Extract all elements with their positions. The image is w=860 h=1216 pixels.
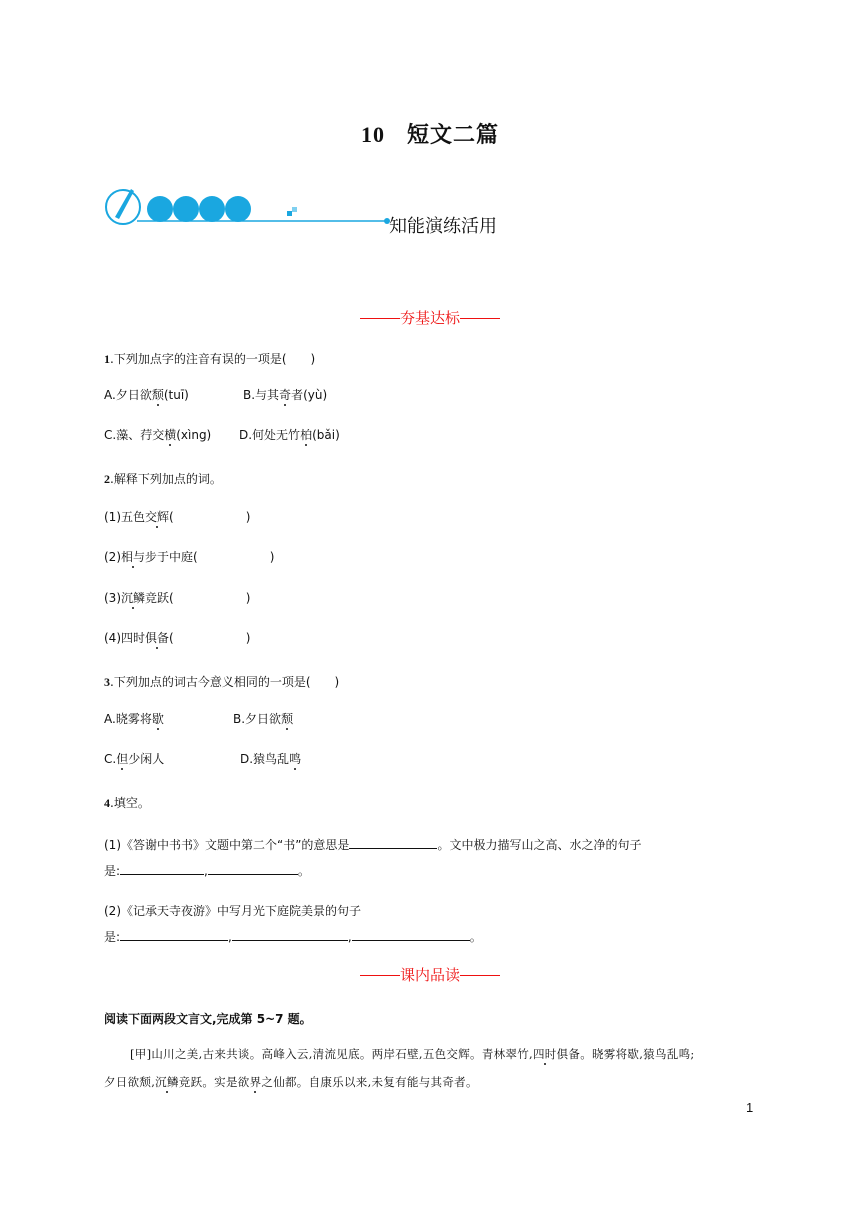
question-2-item-3: (3)沉鳞竞跃( ) xyxy=(104,591,251,605)
question-4-part-2-line-1: (2)《记承天寺夜游》中写月光下庭院美景的句子 xyxy=(104,904,361,918)
question-3-stem: 3.下列加点的词古今意义相同的一项是( ) xyxy=(104,675,340,689)
page-number: 1 xyxy=(746,1100,754,1115)
banner-dot-2 xyxy=(173,196,199,222)
question-2-stem: 2.解释下列加点的词。 xyxy=(104,472,222,486)
banner-dot-1 xyxy=(147,196,173,222)
lesson-number: 10 xyxy=(360,122,385,147)
banner-dot-3 xyxy=(199,196,225,222)
banner-dot-4 xyxy=(225,196,251,222)
question-3-option-c: C.但少闲人 xyxy=(104,752,165,766)
question-1-stem: 1.下列加点字的注音有误的一项是( ) xyxy=(104,352,316,366)
lesson-title: 短文二篇 xyxy=(406,123,499,148)
question-1-option-c: C.藻、荇交横(xìng) xyxy=(104,428,212,442)
page-title xyxy=(0,118,860,149)
reading-intro: 阅读下面两段文言文,完成第 5~7 题。 xyxy=(104,1012,312,1026)
answer-blank[interactable] xyxy=(349,836,437,849)
answer-blank[interactable] xyxy=(208,862,298,875)
question-4-part-2-line-2: 是: , , 。 xyxy=(104,930,482,944)
answer-blank[interactable] xyxy=(232,928,348,941)
question-1-option-a: A.夕日欲颓(tuī) xyxy=(104,388,189,402)
question-2-item-2: (2)相与步于中庭( ) xyxy=(104,550,275,564)
question-3-option-d: D.猿鸟乱鸣 xyxy=(240,752,302,766)
question-2-item-1: (1)五色交辉( ) xyxy=(104,510,251,524)
answer-blank[interactable] xyxy=(352,928,470,941)
passage-line-1: [甲]山川之美,古来共谈。高峰入云,清流见底。两岸石壁,五色交辉。青林翠竹,四时俱备。晓雾将歇,猿鸟乱鸣; xyxy=(130,1047,695,1061)
question-1-option-b: B.与其奇者(yù) xyxy=(243,388,328,402)
passage-line-2: 夕日欲颓,沉鳞竞跃。实是欲界之仙都。自康乐以来,未复有能与其奇者。 xyxy=(104,1075,478,1089)
pen-icon xyxy=(115,189,134,219)
question-3-option-b: B.夕日欲颓 xyxy=(233,712,294,726)
answer-blank[interactable] xyxy=(120,862,204,875)
section-heading-1: 夯基达标 xyxy=(0,307,860,328)
question-3-option-a: A.晓雾将歇 xyxy=(104,712,164,726)
question-1-option-d: D.何处无竹柏(bǎi) xyxy=(239,428,340,442)
question-4-part-1-line-2: 是: , 。 xyxy=(104,864,310,878)
question-4-part-1-line-1: (1)《答谢中书书》文题中第二个“书”的意思是 。文中极力描写山之高、水之净的句子 xyxy=(104,838,642,852)
banner-label: 知能演练活用 xyxy=(389,216,497,237)
question-2-item-4: (4)四时俱备( ) xyxy=(104,631,251,645)
section-heading-2: 课内品读 xyxy=(0,964,860,985)
answer-blank[interactable] xyxy=(120,928,228,941)
question-4-stem: 4.填空。 xyxy=(104,796,150,810)
